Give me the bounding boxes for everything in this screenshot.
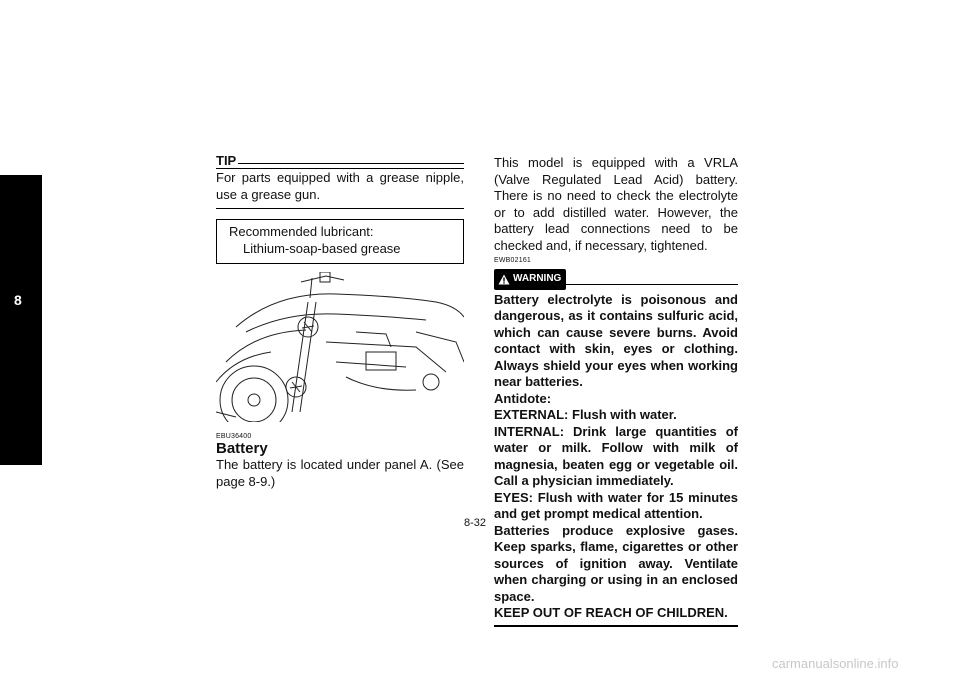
- warning-line: Battery electrolyte is poisonous and dangerous, as it contains sulfuric acid, which can cause severe burns. Avoid contact with skin, eyes or clothing. Always shield your eyes when working near batteries.: [494, 291, 738, 389]
- atv-grease-nipple-illustration: [216, 272, 464, 422]
- chapter-number: 8: [14, 292, 22, 308]
- warning-badge: [494, 269, 566, 290]
- warning-line: EYES: Flush with water for 15 minutes and get prompt medical attention.: [494, 489, 738, 521]
- warning-header: [494, 269, 738, 290]
- section-heading: Battery: [216, 440, 268, 457]
- tip-text: For parts equipped with a grease nipple, use a grease gun.: [216, 170, 464, 209]
- left-column: [216, 155, 464, 490]
- chapter-tab: [0, 175, 42, 465]
- watermark: carmanualsonline.info: [772, 656, 899, 671]
- warning-line: Antidote:: [494, 390, 552, 406]
- battery-location-text: The battery is located under panel A. (See page 8-9.): [216, 457, 464, 489]
- lubricant-label: Recommended lubricant:: [229, 224, 374, 239]
- tip-header: [216, 155, 464, 169]
- right-column: [494, 155, 738, 627]
- warning-line: KEEP OUT OF REACH OF CHILDREN.: [494, 605, 728, 620]
- warning-line: EXTERNAL: Flush with water.: [494, 407, 677, 422]
- warning-body: [494, 292, 738, 627]
- warning-line: Batteries produce explosive gases. Keep sparks, flame, cigarettes or other sources of ignition away. Ventilate when charging or using in an enclosed space.: [494, 522, 738, 604]
- page-number: 8-32: [464, 517, 487, 529]
- tip-title: TIP: [216, 153, 237, 168]
- lubricant-box: [216, 219, 464, 264]
- warning-rule: [566, 284, 738, 285]
- vrla-text: This model is equipped with a VRLA (Valve Regulated Lead Acid) battery. There is no need to check the electrolyte or to add distilled water. However, the battery lead connections need to be checked and, if necessary, tightened.: [494, 155, 738, 253]
- lubricant-value: Lithium-soap-based grease: [243, 240, 401, 256]
- warning-triangle-icon: [498, 274, 510, 285]
- section-code: EBU36400: [216, 433, 252, 440]
- warning-code: EWB02161: [494, 257, 532, 264]
- warning-label: WARNING: [513, 273, 562, 284]
- warning-line: INTERNAL: Drink large quantities of water or milk. Follow with milk of magnesia, beaten egg or vegetable oil. Call a physician immediately.: [494, 423, 738, 488]
- tip-rule: [238, 163, 464, 164]
